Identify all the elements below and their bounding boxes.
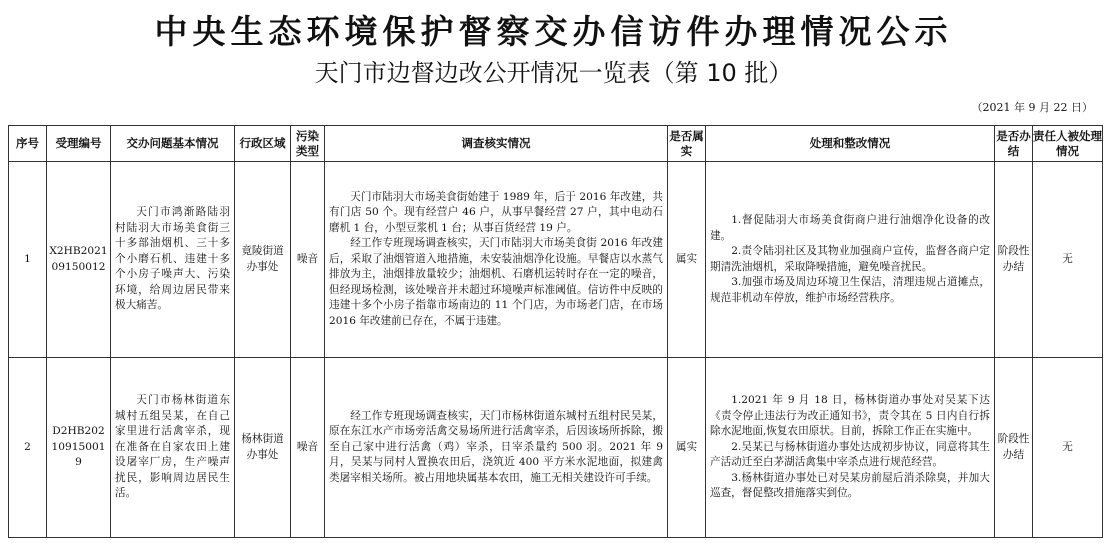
row-pollution: 噪音 [291, 358, 325, 538]
row-handling [706, 358, 995, 538]
row-accountability: 无 [1033, 162, 1103, 358]
header-accountability: 责任人被处理情况 [1033, 126, 1103, 162]
header-closed: 是否办结 [995, 126, 1033, 162]
row-issue [111, 358, 235, 538]
row-accountability: 无 [1033, 358, 1103, 538]
header-code: 受理编号 [47, 126, 111, 162]
publish-date: （2021 年 9 月 22 日） [971, 101, 1093, 114]
row-seq: 2 [9, 358, 47, 538]
header-pollution: 污染类型 [291, 126, 325, 162]
row-code: X2HB202109150012 [47, 162, 111, 358]
header-seq: 序号 [9, 126, 47, 162]
row-region: 竟陵街道办事处 [235, 162, 291, 358]
row-investigation [325, 162, 668, 358]
page-title: 中央生态环境保护督察交办信访件办理情况公示 [154, 12, 953, 51]
table-header-row [9, 126, 1103, 162]
header-verified: 是否属实 [668, 126, 706, 162]
investigation-paragraph: 天门市陆羽大市场美食街始建于 1989 年，后于 2016 年改建，共有门店 50 个。现有经营户 46 户，从事早餐经营 27 户，其中电动石磨机 1 台，小型豆浆机 1 台；从事百货经营 19 户。 [329, 190, 663, 234]
handling-item: 3.杨林街道办事处已对吴某房前屋后消杀除臭，并加大巡查，督促整改措施落实到位。 [710, 471, 990, 500]
handling-item: 2.责令陆羽社区及其物业加强商户宣传，监督各商户定期清洗油烟机，采取降噪措施，避免噪音扰民。 [710, 245, 990, 273]
row-issue-text: 天门市杨林街道东城村五组吴某，在自己家里进行活禽宰杀，现在准备在自家农田上建设屠宰厂房，生产噪声扰民，影响周边居民生活。 [115, 394, 230, 500]
row-handling [706, 162, 995, 358]
handling-item: 3.加强市场及周边环境卫生保洁，清理违规占道摊点，规范非机动车停放，维护市场经营秩序。 [710, 276, 990, 304]
header-investigation: 调查核实情况 [325, 126, 668, 162]
row-verified: 属实 [668, 162, 706, 358]
row-region: 杨林街道办事处 [235, 358, 291, 538]
handling-item: 1.督促陆羽大市场美食街商户进行油烟净化设备的改建。 [710, 214, 990, 242]
header-handling: 处理和整改情况 [706, 126, 995, 162]
row-issue [111, 162, 235, 358]
row-verified: 属实 [668, 358, 706, 538]
header-issue: 交办问题基本情况 [111, 126, 235, 162]
table-row [9, 162, 1103, 358]
handling-item: 1.2021 年 9 月 18 日，杨林街道办事处对吴某下达《责令停止违法行为改正通知书》，责令其在 5 日内自行拆除水泥地面,恢复农田原状。目前，拆除工作正在实施中。 [710, 394, 990, 438]
investigation-paragraph: 经工作专班现场调查核实，天门市杨林街道东城村五组村民吴某，原在东江水产市场旁活禽交易场所进行活禽宰杀，后因该场所拆除，搬至自己家中进行活禽（鸡）宰杀，日宰杀量约 500 羽。2021 年 9 月，吴某与同村人置换农田后，浇筑近 400 平方米水泥地面，拟建禽类屠宰相关场所。被占用地块属基本农田，施工无相关建设许可手续。 [329, 409, 663, 484]
table-row [9, 358, 1103, 538]
handling-item: 2.吴某已与杨林街道办事处达成初步协议，同意将其生产活动迁至白茅湖活禽集中宰杀点进行规范经营。 [710, 440, 990, 469]
row-closed: 阶段性办结 [995, 162, 1033, 358]
row-closed: 阶段性办结 [995, 358, 1033, 538]
row-issue-text: 天门市鸿渐路陆羽村陆羽大市场美食街三十多部油烟机、三十多个小磨石机、违建十多个小房子噪声大、污染环境，给周边居民带来极大痛苦。 [115, 206, 230, 312]
header-region: 行政区域 [235, 126, 291, 162]
page-subtitle: 天门市边督边改公开情况一览表（第 10 批） [314, 59, 793, 87]
petition-table [8, 125, 1103, 538]
row-code: D2HB202109150019 [47, 358, 111, 538]
row-seq: 1 [9, 162, 47, 358]
row-pollution: 噪音 [291, 162, 325, 358]
row-investigation [325, 358, 668, 538]
investigation-paragraph: 经工作专班现场调查核实，天门市陆羽大市场美食街 2016 年改建后，采取了油烟管道入地措施，未安装油烟净化设施。早餐店以水蒸气排放为主，油烟排放量较少；油烟机、石磨机运转时存在一定的噪音，但经现场检测，该处噪音并未超过环境噪声标准阈值。信访件中反映的违建十多个小房子指靠市场南边的 11 个门店，为市场老门店，在市场 2016 年改建前已存在，不属于违建。 [329, 237, 663, 327]
